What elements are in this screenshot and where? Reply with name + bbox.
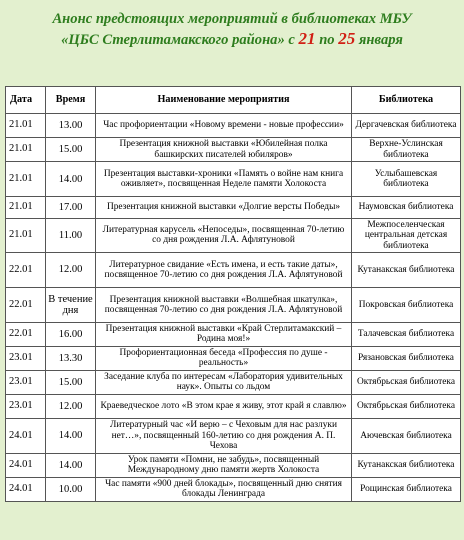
- table-row: [6, 219, 461, 253]
- cell-time: 15.00: [46, 138, 96, 162]
- cell-time: 14.00: [46, 453, 96, 477]
- cell-time: 15.00: [46, 370, 96, 394]
- cell-event: Литературное свидание «Есть имена, и есть такие даты», посвященное 70-летию со дня рождения Л.А. Афлятуновой: [96, 252, 352, 287]
- cell-time: 14.00: [46, 418, 96, 453]
- cell-event: Час памяти «900 дней блокады», посвященный дню снятия блокады Ленинграда: [96, 477, 352, 501]
- column-header-event: Наименование мероприятия: [96, 87, 352, 114]
- cell-library: Кутанакская библиотека: [352, 252, 461, 287]
- cell-event: Презентация выставки-хроники «Память о войне нам книга оживляет», посвященная Неделе памяти Холокоста: [96, 162, 352, 197]
- column-header-date: Дата: [6, 87, 46, 114]
- cell-date: 22.01: [6, 252, 46, 287]
- cell-library: Рощинская библиотека: [352, 477, 461, 501]
- table-body: [6, 114, 461, 502]
- table-row: [6, 114, 461, 138]
- cell-time: 16.00: [46, 322, 96, 346]
- cell-date: 21.01: [6, 138, 46, 162]
- heading-suffix: января: [355, 32, 403, 48]
- cell-time: 11.00: [46, 219, 96, 253]
- table-row: [6, 370, 461, 394]
- table-header-row: [6, 87, 461, 114]
- cell-event: Урок памяти «Помни, не забудь», посвященный Международному дню памяти жертв Холокоста: [96, 453, 352, 477]
- cell-time: В течение дня: [46, 287, 96, 322]
- heading-line-2: [0, 29, 464, 50]
- cell-time: 14.00: [46, 162, 96, 197]
- cell-time: 12.00: [46, 252, 96, 287]
- cell-library: Кутанакская библиотека: [352, 453, 461, 477]
- cell-event: Литературный час «И верю – с Чеховым для нас разлуки нет…», посвященный 160-летию со дня рождения А. П. Чехова: [96, 418, 352, 453]
- cell-event: Презентация книжной выставки «Юбилейная полка башкирских писателей юбиляров»: [96, 138, 352, 162]
- cell-event: Презентация книжной выставки «Край Стерлитамакский – Родина моя!»: [96, 322, 352, 346]
- cell-library: Дергачевская библиотека: [352, 114, 461, 138]
- cell-date: 22.01: [6, 287, 46, 322]
- cell-event: Презентация книжной выставки «Долгие версты Победы»: [96, 197, 352, 219]
- cell-date: 24.01: [6, 477, 46, 501]
- table-row: [6, 453, 461, 477]
- cell-library: Услыбашевская библиотека: [352, 162, 461, 197]
- heading-mid: по: [315, 32, 339, 48]
- table-row: [6, 138, 461, 162]
- table-row: [6, 322, 461, 346]
- cell-date: 24.01: [6, 418, 46, 453]
- cell-library: Талачевская библиотека: [352, 322, 461, 346]
- cell-event: Час профориентации «Новому времени - новые профессии»: [96, 114, 352, 138]
- heading-prefix: «ЦБС Стерлитамакского района» с: [61, 32, 299, 48]
- heading-date-from: 21: [298, 29, 316, 48]
- cell-library: Покровская библиотека: [352, 287, 461, 322]
- cell-event: Литературная карусель «Непоседы», посвященная 70-летию со дня рождения Л.А. Афлятуновой: [96, 219, 352, 253]
- heading-line-1: Анонс предстоящих мероприятий в библиотеках МБУ: [52, 11, 412, 27]
- heading-date-to: 25: [338, 29, 356, 48]
- cell-library: Октябрьская библиотека: [352, 370, 461, 394]
- table-row: [6, 418, 461, 453]
- table-row: [6, 287, 461, 322]
- table-row: [6, 197, 461, 219]
- cell-event: Краеведческое лото «В этом крае я живу, этот край я славлю»: [96, 394, 352, 418]
- cell-date: 23.01: [6, 346, 46, 370]
- table-row: [6, 477, 461, 501]
- cell-event: Заседание клуба по интересам «Лаборатория удивительных наук». Опыты со льдом: [96, 370, 352, 394]
- cell-date: 23.01: [6, 370, 46, 394]
- cell-time: 13.30: [46, 346, 96, 370]
- table-row: [6, 252, 461, 287]
- cell-date: 23.01: [6, 394, 46, 418]
- table-row: [6, 394, 461, 418]
- column-header-time: Время: [46, 87, 96, 114]
- cell-date: 22.01: [6, 322, 46, 346]
- cell-time: 10.00: [46, 477, 96, 501]
- cell-event: Презентация книжной выставки «Волшебная шкатулка», посвященная 70-летию со дня рождения Л.А. Афлятуновой: [96, 287, 352, 322]
- cell-library: Октябрьская библиотека: [352, 394, 461, 418]
- cell-date: 21.01: [6, 114, 46, 138]
- cell-library: Верхне-Услинская библиотека: [352, 138, 461, 162]
- cell-date: 24.01: [6, 453, 46, 477]
- table-row: [6, 162, 461, 197]
- cell-library: Наумовская библиотека: [352, 197, 461, 219]
- cell-library: Аючевская библиотека: [352, 418, 461, 453]
- cell-event: Профориентационная беседа «Профессия по душе - реальность»: [96, 346, 352, 370]
- cell-time: 12.00: [46, 394, 96, 418]
- cell-date: 21.01: [6, 219, 46, 253]
- events-table: [5, 86, 461, 502]
- cell-time: 17.00: [46, 197, 96, 219]
- cell-date: 21.01: [6, 162, 46, 197]
- column-header-library: Библиотека: [352, 87, 461, 114]
- cell-library: Межпоселенческая центральная детская библиотека: [352, 219, 461, 253]
- cell-date: 21.01: [6, 197, 46, 219]
- table-row: [6, 346, 461, 370]
- cell-time: 13.00: [46, 114, 96, 138]
- cell-library: Рязановская библиотека: [352, 346, 461, 370]
